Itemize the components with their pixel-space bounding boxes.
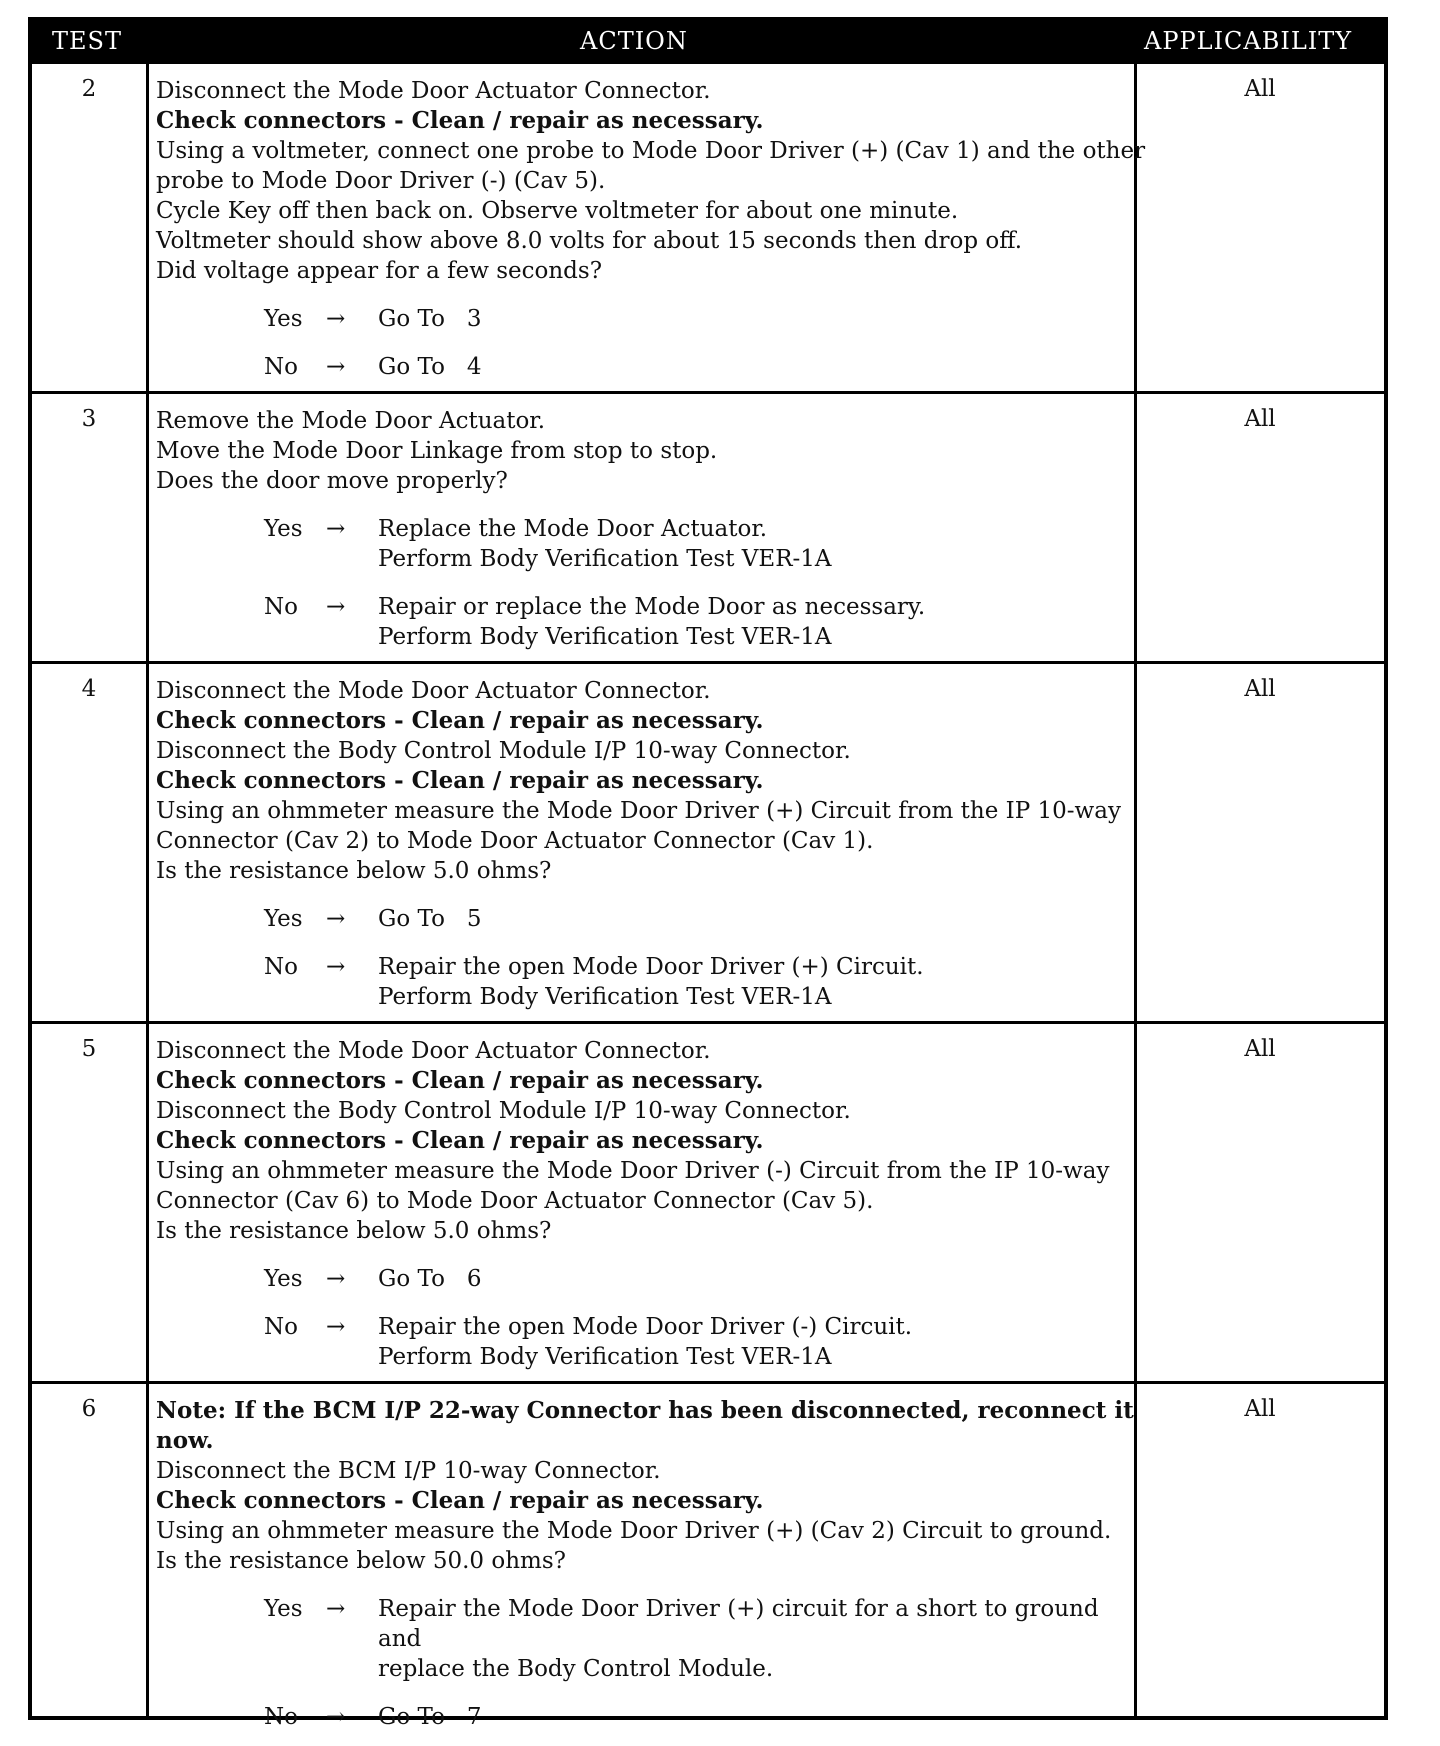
arrow-icon: →: [326, 1314, 346, 1340]
action-line: probe to Mode Door Driver (-) (Cav 5).: [156, 168, 606, 194]
arrow-icon: →: [326, 306, 346, 332]
test-number: 2: [81, 76, 97, 102]
header-action: ACTION: [580, 27, 688, 55]
applicability-value: All: [1244, 1396, 1276, 1422]
no-result: Go To 7: [378, 1704, 482, 1730]
action-line: Using an ohmmeter measure the Mode Door Driver (-) Circuit from the IP 10-way: [156, 1158, 1110, 1184]
yes-branch: [156, 304, 1134, 334]
no-result: Perform Body Verification Test VER-1A: [378, 984, 832, 1010]
action-line: Connector (Cav 6) to Mode Door Actuator Connector (Cav 5).: [156, 1188, 874, 1214]
no-result: Repair the open Mode Door Driver (-) Circuit.: [378, 1314, 913, 1340]
yes-result: Perform Body Verification Test VER-1A: [378, 546, 832, 572]
applicability-value: All: [1244, 1036, 1276, 1062]
table-row: [32, 1381, 1384, 1730]
action-line: Cycle Key off then back on. Observe voltmeter for about one minute.: [156, 198, 959, 224]
action-cell: [156, 1036, 1134, 1372]
yes-label: Yes: [264, 1266, 303, 1292]
header-test: TEST: [52, 27, 122, 55]
action-line: Using a voltmeter, connect one probe to Mode Door Driver (+) (Cav 1) and the other: [156, 138, 1146, 164]
action-line: Does the door move properly?: [156, 468, 508, 494]
action-line: Disconnect the Mode Door Actuator Connector.: [156, 1038, 711, 1064]
action-line: Disconnect the BCM I/P 10-way Connector.: [156, 1458, 661, 1484]
yes-result: Go To 5: [378, 906, 482, 932]
action-cell: [156, 406, 1134, 652]
no-result: Perform Body Verification Test VER-1A: [378, 624, 832, 650]
action-line: Disconnect the Mode Door Actuator Connector.: [156, 678, 711, 704]
table-row: [32, 1021, 1384, 1381]
arrow-icon: →: [326, 1704, 346, 1730]
action-line: Move the Mode Door Linkage from stop to stop.: [156, 438, 718, 464]
action-line: Is the resistance below 5.0 ohms?: [156, 858, 552, 884]
action-line: Check connectors - Clean / repair as necessary.: [156, 707, 764, 734]
action-line: Disconnect the Body Control Module I/P 10-way Connector.: [156, 1098, 851, 1124]
action-line: Is the resistance below 5.0 ohms?: [156, 1218, 552, 1244]
action-line: Using an ohmmeter measure the Mode Door Driver (+) Circuit from the IP 10-way: [156, 798, 1121, 824]
action-line: Check connectors - Clean / repair as necessary.: [156, 1067, 764, 1094]
action-cell: [156, 676, 1134, 1012]
diagnostic-table: [28, 17, 1388, 1730]
no-label: No: [264, 594, 298, 620]
header-applicability: APPLICABILITY: [1144, 27, 1353, 55]
yes-branch: [156, 904, 1134, 934]
no-branch: [156, 1312, 1134, 1372]
arrow-icon: →: [326, 954, 346, 980]
no-branch: [156, 1702, 1134, 1732]
action-cell: [156, 76, 1146, 382]
yes-branch: [156, 514, 1134, 574]
no-label: No: [264, 1704, 298, 1730]
yes-branch: [156, 1594, 1134, 1684]
no-branch: [156, 352, 1134, 382]
action-line: Remove the Mode Door Actuator.: [156, 408, 546, 434]
no-result: Perform Body Verification Test VER-1A: [378, 1344, 832, 1370]
yes-label: Yes: [264, 516, 303, 542]
yes-result: Go To 3: [378, 306, 482, 332]
action-line: Connector (Cav 2) to Mode Door Actuator Connector (Cav 1).: [156, 828, 874, 854]
arrow-icon: →: [326, 1596, 346, 1622]
no-branch: [156, 592, 1134, 652]
no-result: Repair the open Mode Door Driver (+) Circuit.: [378, 954, 924, 980]
no-result: Go To 4: [378, 354, 482, 380]
applicability-value: All: [1244, 676, 1276, 702]
arrow-icon: →: [326, 1266, 346, 1292]
no-result: Repair or replace the Mode Door as necessary.: [378, 594, 926, 620]
yes-result: replace the Body Control Module.: [378, 1656, 774, 1682]
action-line: Check connectors - Clean / repair as necessary.: [156, 107, 764, 134]
no-label: No: [264, 1314, 298, 1340]
table-header: [32, 21, 1384, 61]
arrow-icon: →: [326, 354, 346, 380]
arrow-icon: →: [326, 906, 346, 932]
yes-label: Yes: [264, 1596, 303, 1622]
no-label: No: [264, 354, 298, 380]
action-line: Is the resistance below 50.0 ohms?: [156, 1548, 566, 1574]
action-line: Did voltage appear for a few seconds?: [156, 258, 603, 284]
table-row: [32, 661, 1384, 1021]
table-row: [32, 61, 1384, 391]
action-line: Check connectors - Clean / repair as necessary.: [156, 1127, 764, 1154]
action-line: Note: If the BCM I/P 22-way Connector has been disconnected, reconnect it now.: [156, 1397, 1134, 1454]
action-line: Check connectors - Clean / repair as necessary.: [156, 1487, 764, 1514]
test-number: 5: [81, 1036, 97, 1062]
yes-result: Replace the Mode Door Actuator.: [378, 516, 768, 542]
arrow-icon: →: [326, 594, 346, 620]
arrow-icon: →: [326, 516, 346, 542]
yes-result: Go To 6: [378, 1266, 482, 1292]
action-line: Disconnect the Body Control Module I/P 10-way Connector.: [156, 738, 851, 764]
test-number: 3: [81, 406, 97, 432]
table-row: [32, 391, 1384, 661]
yes-label: Yes: [264, 306, 303, 332]
yes-label: Yes: [264, 906, 303, 932]
action-line: Voltmeter should show above 8.0 volts for about 15 seconds then drop off.: [156, 228, 1023, 254]
yes-result: Repair the Mode Door Driver (+) circuit for a short to ground and: [378, 1596, 1099, 1652]
action-cell: [156, 1396, 1134, 1732]
test-number: 4: [81, 676, 97, 702]
no-branch: [156, 952, 1134, 1012]
applicability-value: All: [1244, 406, 1276, 432]
action-line: Check connectors - Clean / repair as necessary.: [156, 767, 764, 794]
yes-branch: [156, 1264, 1134, 1294]
action-line: Disconnect the Mode Door Actuator Connector.: [156, 78, 711, 104]
no-label: No: [264, 954, 298, 980]
test-number: 6: [81, 1396, 97, 1422]
applicability-value: All: [1244, 76, 1276, 102]
action-line: Using an ohmmeter measure the Mode Door Driver (+) (Cav 2) Circuit to ground.: [156, 1518, 1112, 1544]
